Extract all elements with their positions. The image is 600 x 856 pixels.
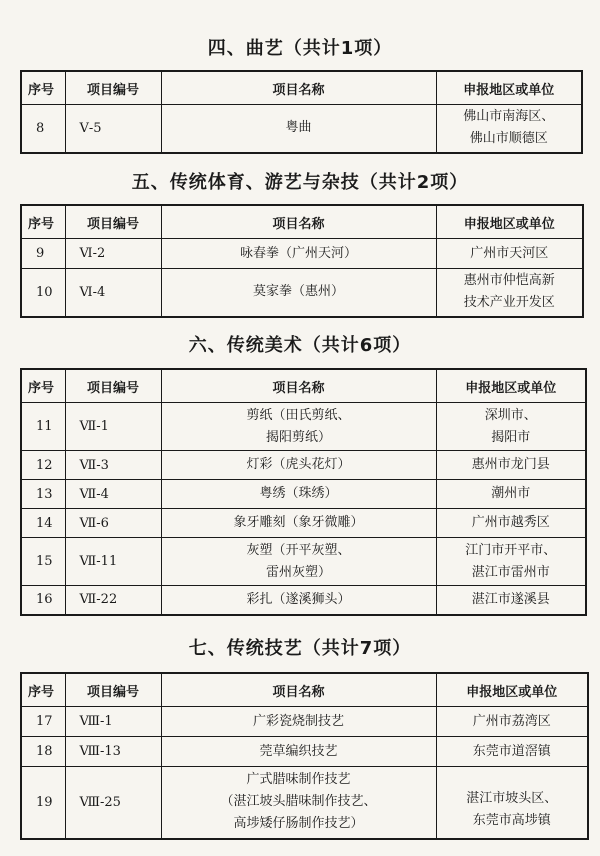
cell-name (161, 538, 436, 586)
header-region: 申报地区或单位 (436, 71, 582, 105)
cell-name (161, 586, 436, 615)
cell-region (436, 586, 586, 615)
cell-region (436, 480, 586, 509)
table-row (21, 480, 586, 509)
cell-name (161, 707, 436, 737)
region-line: 惠州市仲恺高新 (463, 273, 555, 289)
table-row (21, 403, 586, 451)
name-line: 雷州灰塑） (265, 564, 331, 580)
region-line: 湛江市雷州市 (471, 564, 550, 580)
header-code: 项目编号 (65, 369, 161, 403)
cell-no: 8 (21, 105, 65, 153)
cell-name (161, 480, 436, 509)
name-line: 粤曲 (285, 120, 312, 136)
name-line: 广彩瓷烧制技艺 (252, 713, 344, 729)
table-quyi (20, 70, 583, 154)
cell-no: 18 (21, 737, 65, 767)
header-name: 项目名称 (161, 71, 436, 105)
header-name: 项目名称 (161, 369, 436, 403)
name-line: 咏春拳（广州天河） (239, 245, 357, 261)
name-line: 象牙雕刻（象牙微雕） (233, 515, 364, 530)
section-title-sports: 五、传统体育、游艺与杂技（共计2项） (131, 172, 469, 193)
header-name: 项目名称 (161, 205, 436, 239)
header-code: 项目编号 (65, 673, 161, 707)
cell-no: 12 (21, 451, 65, 480)
cell-code: Ⅶ-11 (65, 538, 161, 586)
cell-region (436, 239, 583, 269)
table-header-row (21, 673, 588, 707)
name-line: 莞草编织技艺 (259, 743, 338, 759)
cell-region (436, 538, 586, 586)
table-row (21, 239, 583, 269)
table-row (21, 767, 588, 839)
header-name: 项目名称 (161, 673, 436, 707)
region-line: 广州市越秀区 (471, 515, 550, 530)
cell-no: 13 (21, 480, 65, 509)
cell-region (436, 451, 586, 480)
table-art (20, 368, 587, 616)
header-no: 序号 (21, 673, 65, 707)
region-line: 江门市开平市、 (465, 542, 557, 558)
header-code: 项目编号 (65, 71, 161, 105)
cell-code: Ⅴ-5 (65, 105, 161, 153)
region-line: 深圳市、 (484, 407, 537, 423)
cell-region (436, 105, 582, 153)
table-row (21, 538, 586, 586)
table-row (21, 451, 586, 480)
section-title-art: 六、传统美术（共计6项） (188, 335, 412, 356)
cell-region (436, 403, 586, 451)
region-line: 佛山市南海区、 (463, 109, 555, 125)
cell-region (436, 707, 588, 737)
region-line: 东莞市道滘镇 (472, 743, 551, 759)
cell-name (161, 403, 436, 451)
table-row (21, 707, 588, 737)
cell-no: 10 (21, 269, 65, 317)
cell-no: 14 (21, 509, 65, 538)
cell-name (161, 737, 436, 767)
cell-no: 11 (21, 403, 65, 451)
header-region: 申报地区或单位 (436, 673, 588, 707)
region-line: 惠州市龙门县 (471, 457, 550, 472)
region-line: 广州市天河区 (470, 245, 549, 261)
cell-no: 19 (21, 767, 65, 839)
cell-no: 17 (21, 707, 65, 737)
cell-region (436, 767, 588, 839)
cell-code: Ⅷ-1 (65, 707, 161, 737)
name-line: 广式腊味制作技艺 (246, 772, 351, 788)
name-line: 灯彩（虎头花灯） (246, 457, 351, 472)
section-title-quyi: 四、曲艺（共计1项） (207, 38, 393, 59)
cell-code: Ⅵ-2 (65, 239, 161, 269)
cell-code: Ⅷ-13 (65, 737, 161, 767)
header-region: 申报地区或单位 (436, 205, 583, 239)
cell-code: Ⅵ-4 (65, 269, 161, 317)
section-title-craft: 七、传统技艺（共计7项） (188, 638, 412, 659)
name-line: 彩扎（遂溪狮头） (246, 591, 351, 607)
cell-name (161, 239, 436, 269)
header-no: 序号 (21, 205, 65, 239)
cell-name (161, 105, 436, 153)
region-line: 潮州市 (491, 486, 531, 501)
region-line: 揭阳市 (491, 429, 531, 445)
table-header-row (21, 369, 586, 403)
table-row (21, 269, 583, 317)
cell-name (161, 509, 436, 538)
name-line: 高埗矮仔肠制作技艺） (233, 816, 364, 832)
table-row (21, 737, 588, 767)
name-line: 灰塑（开平灰塑、 (246, 542, 351, 558)
header-no: 序号 (21, 71, 65, 105)
header-code: 项目编号 (65, 205, 161, 239)
table-row (21, 509, 586, 538)
cell-no: 15 (21, 538, 65, 586)
region-line: 湛江市坡头区、 (466, 790, 558, 806)
cell-code: Ⅶ-6 (65, 509, 161, 538)
cell-code: Ⅷ-25 (65, 767, 161, 839)
table-row (21, 586, 586, 615)
cell-code: Ⅶ-4 (65, 480, 161, 509)
region-line: 东莞市高埗镇 (472, 812, 551, 828)
cell-code: Ⅶ-3 (65, 451, 161, 480)
table-header-row (21, 71, 582, 105)
region-line: 广州市荔湾区 (472, 713, 551, 729)
cell-code: Ⅶ-1 (65, 403, 161, 451)
cell-name (161, 269, 436, 317)
header-region: 申报地区或单位 (436, 369, 586, 403)
name-line: （湛江坡头腊味制作技艺、 (220, 794, 377, 810)
table-row (21, 105, 582, 153)
name-line: 揭阳剪纸） (265, 429, 331, 445)
table-craft (20, 672, 589, 840)
cell-code: Ⅶ-22 (65, 586, 161, 615)
cell-no: 16 (21, 586, 65, 615)
cell-name (161, 451, 436, 480)
header-no: 序号 (21, 369, 65, 403)
cell-region (436, 737, 588, 767)
cell-name (161, 767, 436, 839)
name-line: 粤绣（珠绣） (259, 486, 338, 501)
name-line: 剪纸（田氏剪纸、 (246, 407, 351, 423)
region-line: 佛山市顺德区 (469, 131, 548, 147)
cell-region (436, 269, 583, 317)
cell-no: 9 (21, 239, 65, 269)
cell-region (436, 509, 586, 538)
name-line: 莫家拳（惠州） (252, 284, 344, 300)
table-sports (20, 204, 584, 318)
region-line: 湛江市遂溪县 (471, 591, 550, 607)
region-line: 技术产业开发区 (463, 295, 555, 311)
table-header-row (21, 205, 583, 239)
